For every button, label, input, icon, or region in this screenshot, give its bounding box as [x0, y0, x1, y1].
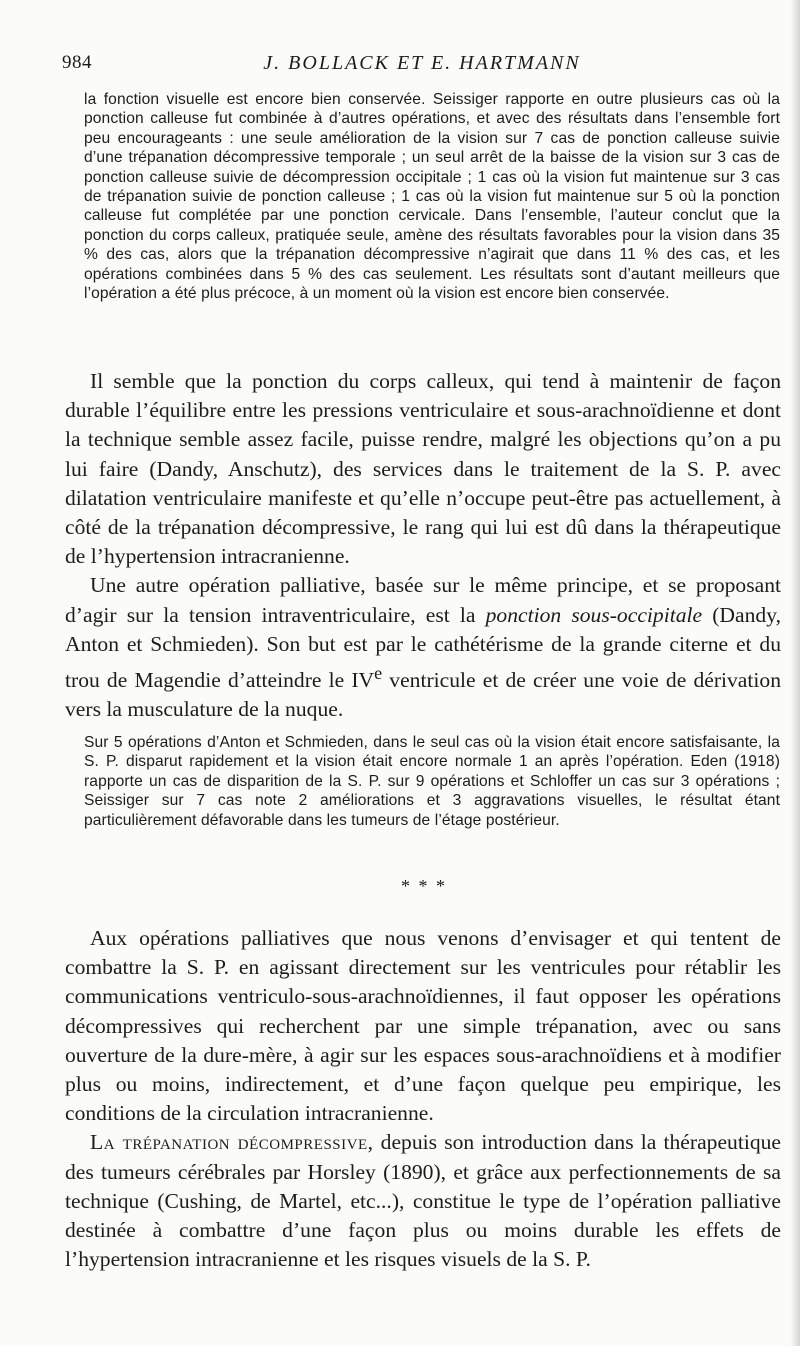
main-text-block-1: [65, 367, 781, 725]
running-head: J. BOLLACK ET E. HARTMANN: [263, 52, 581, 74]
main-text-block-2: [65, 924, 781, 1274]
italic-term: ponction sous-occipitale: [485, 602, 703, 627]
superscript: e: [374, 663, 383, 684]
text-run: (Dandy, Anton et Schmieden). Son but est par le cathétérisme de la grande citerne et du trou de Magendie d’atteindre le IV: [65, 602, 781, 693]
section-lead: La trépanation décompressive,: [90, 1130, 374, 1155]
main-paragraph: [65, 571, 781, 724]
text-run: ventricule et de créer une voie de dérivation vers la musculature de la nuque.: [65, 668, 781, 722]
page-edge-shadow: [790, 0, 800, 1346]
main-paragraph: Aux opérations palliatives que nous venons d’envisager et qui tentent de combattre la S. P. en agissant directement sur les ventricules pour rétablir les communications ventriculo-sous-arachnoïdiennes, il faut opposer les opérations décompressives qui recherchent par une simple trépanation, avec ou sans ouverture de la dure-mère, à agir sur les espaces sous-arachnoïdiens et à modifier plus ou moins, indirectement, et d’une façon quelque peu empirique, les conditions de la circulation intracranienne.: [65, 926, 781, 1126]
section-separator: * * *: [401, 876, 447, 896]
page-number: 984: [62, 52, 92, 73]
small-print-block-1: [84, 90, 780, 303]
main-paragraph: [65, 1128, 781, 1274]
text-run: Une autre opération palliative, basée sur le même principe, et se proposant d’agir sur la tension intraventriculaire, est la: [65, 573, 781, 627]
small-paragraph: la fonction visuelle est encore bien conservée. Seissiger rapporte en outre plusieurs cas où la ponction calleuse fut combinée à d’autres opérations, et avec des résultats dans l’ensemble fort peu encourageants : une seule amélioration de la vision sur 7 cas de ponction calleuse suivie d’une trépanation décompressive temporale ; un seul arrêt de la baisse de la vision sur 3 cas de ponction calleuse suivie de décompression occipitale ; 1 cas où la vision fut maintenue sur 3 cas de trépanation suivie de ponction calleuse ; 1 cas où la vision fut maintenue sur 5 où la ponction calleuse fut complétée par une ponction cervicale. Dans l’ensemble, l’auteur conclut que la ponction du corps calleux, pratiquée seule, amène des résultats favorables pour la vision dans 35 % des cas, alors que la trépanation décompressive n’agirait que dans 11 % des cas, et les opérations combinées dans 5 % des cas seulement. Les résultats sont d’autant meilleurs que l’opération a été plus précoce, à un moment où la vision est encore bien conservée.: [84, 91, 780, 303]
text-run: depuis son introduction dans la thérapeutique des tumeurs cérébrales par Horsley (1890), et grâce aux perfectionnements de sa technique (Cushing, de Martel, etc...), constitue le type de l’opération palliative destinée à combattre d’une façon plus ou moins durable les effets de l’hypertension intracranienne et les risques visuels de la S. P.: [65, 1130, 782, 1272]
main-paragraph: Il semble que la ponction du corps calleux, qui tend à maintenir de façon durable l’équilibre entre les pressions ventriculaire et sous-arachnoïdienne et dont la technique semble assez facile, puisse rendre, malgré les objections qu’on a pu lui faire (Dandy, Anschutz), des services dans le traitement de la S. P. avec dilatation ventriculaire manifeste et qu’elle n’occupe peut-être pas actuellement, à côté de la trépanation décompressive, le rang qui lui est dû dans la thérapeutique de l’hypertension intracranienne.: [65, 369, 781, 569]
small-print-block-2: [84, 733, 780, 830]
small-paragraph: Sur 5 opérations d’Anton et Schmieden, dans le seul cas où la vision était encore satisfaisante, la S. P. disparut rapidement et la vision était encore normale 1 an après l’opération. Eden (1918) rapporte un cas de disparition de la S. P. sur 9 opérations et Schloffer un cas sur 3 opérations ; Seissiger sur 7 cas note 2 améliorations et 3 aggravations visuelles, le résultat étant particulièrement défavorable dans les tumeurs de l’étage postérieur.: [84, 734, 780, 829]
page-header: [62, 52, 762, 82]
